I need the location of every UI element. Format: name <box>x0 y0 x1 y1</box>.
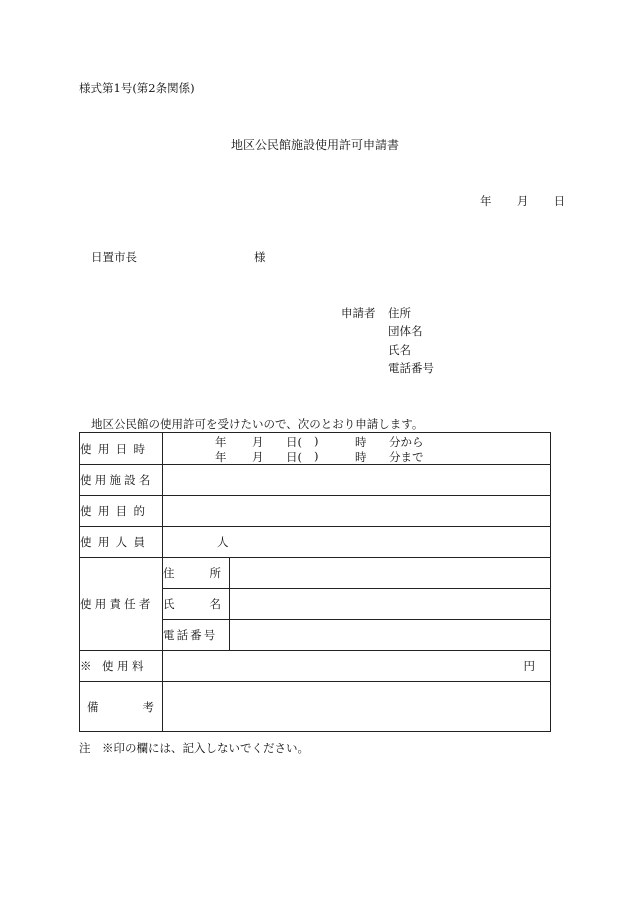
manager-phone-field[interactable] <box>230 620 551 651</box>
row-facility <box>80 465 551 496</box>
purpose-field[interactable] <box>163 496 551 527</box>
label-facility: 使用施設名 <box>80 465 163 496</box>
datetime-from: 年 月 日( ) 時 分から <box>215 434 424 449</box>
form-number: 様式第1号(第2条関係) <box>79 81 195 95</box>
date-day: 日 <box>553 194 566 208</box>
row-manager-address <box>80 558 551 589</box>
application-table <box>79 432 551 732</box>
date-line <box>480 193 565 209</box>
applicant-group-label: 団体名 <box>388 324 423 338</box>
manager-name-field[interactable] <box>230 589 551 620</box>
addressee-honorific: 様 <box>254 250 266 264</box>
manager-phone-label: 電話番号 <box>163 620 230 651</box>
row-purpose <box>80 496 551 527</box>
datetime-cell[interactable] <box>163 433 551 465</box>
row-people <box>80 527 551 558</box>
people-field[interactable] <box>163 527 551 558</box>
date-month: 月 <box>516 194 529 208</box>
fee-field[interactable] <box>163 651 551 682</box>
applicant-name-label: 氏名 <box>388 343 411 357</box>
row-fee <box>80 651 551 682</box>
people-unit: 人 <box>217 535 229 549</box>
footnote: 注 ※印の欄には、記入しないでください。 <box>79 741 309 755</box>
applicant-address-label: 住所 <box>388 306 411 320</box>
manager-address-field[interactable] <box>230 558 551 589</box>
form-title: 地区公民館施設使用許可申請書 <box>230 138 399 152</box>
datetime-to: 年 月 日( ) 時 分まで <box>215 449 424 464</box>
intro-text: 地区公民館の使用許可を受けたいので、次のとおり申請します。 <box>91 417 424 431</box>
row-datetime <box>80 433 551 465</box>
date-year: 年 <box>480 194 492 208</box>
applicant-phone-label: 電話番号 <box>388 361 434 375</box>
fee-unit: 円 <box>523 659 535 673</box>
remarks-field[interactable] <box>163 682 551 732</box>
label-remarks: 備 考 <box>80 682 163 732</box>
row-remarks <box>80 682 551 732</box>
manager-address-label: 住 所 <box>163 558 230 589</box>
label-manager: 使用責任者 <box>80 558 163 651</box>
manager-name-label: 氏 名 <box>163 589 230 620</box>
facility-field[interactable] <box>163 465 551 496</box>
applicant-label: 申請者 <box>341 306 376 320</box>
label-fee: ※ 使用料 <box>80 651 163 682</box>
addressee-name: 日置市長 <box>91 250 137 264</box>
label-datetime: 使用日時 <box>80 433 163 465</box>
label-people: 使用人員 <box>80 527 163 558</box>
label-purpose: 使用目的 <box>80 496 163 527</box>
addressee <box>91 249 266 265</box>
